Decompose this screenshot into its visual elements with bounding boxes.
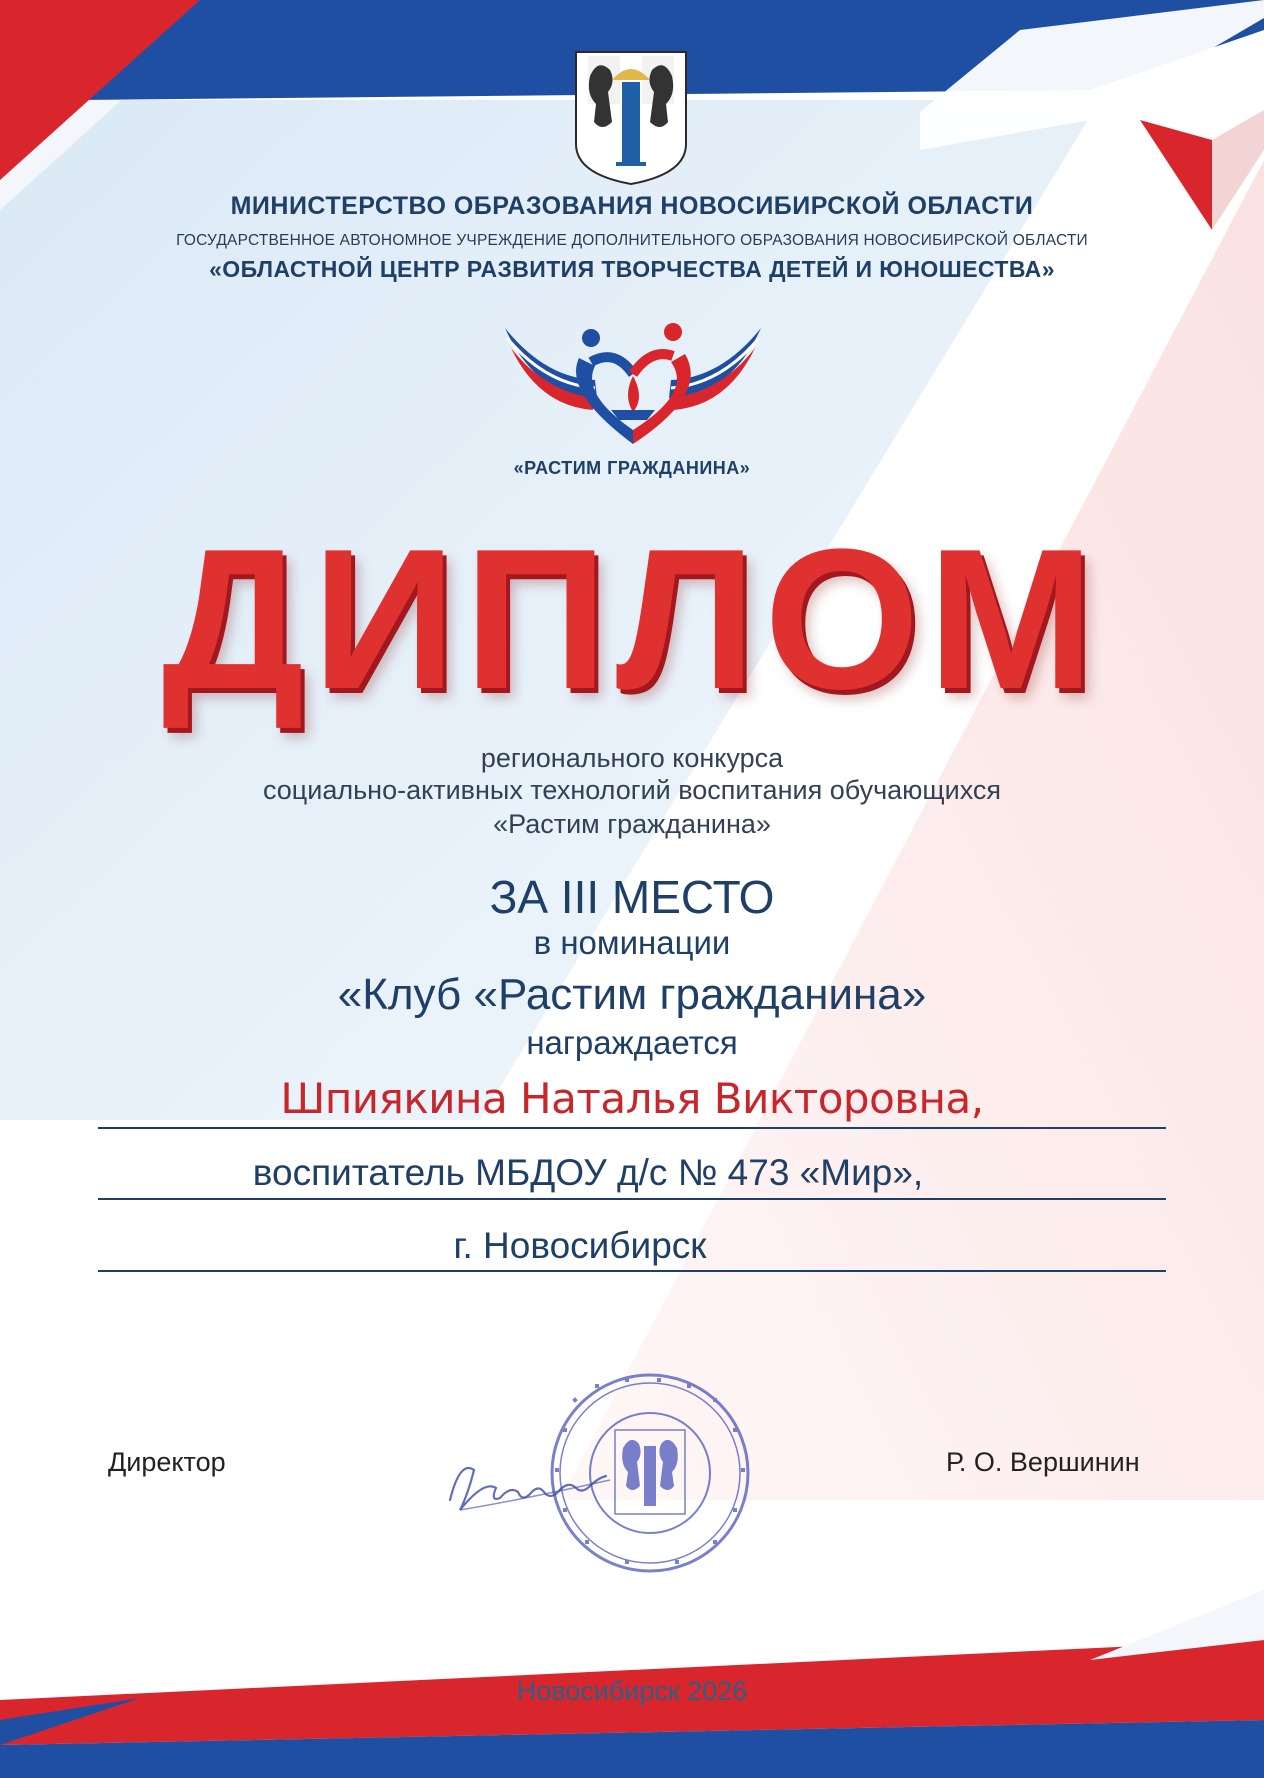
institution-name: ГОСУДАРСТВЕННОЕ АВТОНОМНОЕ УЧРЕЖДЕНИЕ ДОПОЛНИТЕЛЬНОГО ОБРАЗОВАНИЯ НОВОСИБИРСКОЙ ОБЛАСТИ — [176, 232, 1088, 249]
underline-divider — [98, 1198, 1166, 1200]
director-label: Директор — [108, 1447, 226, 1477]
novosibirsk-coat-of-arms-icon — [572, 46, 690, 186]
ministry-name: МИНИСТЕРСТВО ОБРАЗОВАНИЯ НОВОСИБИРСКОЙ ОБЛАСТИ — [230, 192, 1034, 220]
award-place: ЗА III МЕСТО — [489, 871, 775, 923]
center-name: «ОБЛАСТНОЙ ЦЕНТР РАЗВИТИЯ ТВОРЧЕСТВА ДЕТЕЙ И ЮНОШЕСТВА» — [209, 256, 1055, 282]
recipient-name: Шпиякина Наталья Викторовна, — [280, 1074, 984, 1123]
footer-city-year: Новосибирск 2026 — [516, 1676, 748, 1706]
director-name: Р. О. Вершинин — [946, 1447, 1140, 1477]
awarded-label: награждается — [526, 1024, 738, 1061]
nomination-name: «Клуб «Растим гражданина» — [337, 970, 927, 1019]
director-signature-icon — [440, 1440, 640, 1530]
winged-heart-flame-logo-icon — [505, 318, 761, 450]
underline-divider — [98, 1127, 1166, 1129]
underline-divider — [98, 1270, 1166, 1272]
program-name: «РАСТИМ ГРАЖДАНИНА» — [513, 458, 751, 478]
recipient-city: г. Новосибирск — [453, 1225, 707, 1266]
diploma-title: ДИПЛОМ — [161, 508, 1103, 731]
contest-line-1: регионального конкурса — [480, 743, 784, 773]
nomination-label: в номинации — [533, 924, 731, 961]
recipient-position: воспитатель МБДОУ д/с № 473 «Мир», — [252, 1152, 924, 1193]
contest-line-3: «Растим гражданина» — [493, 809, 771, 839]
contest-line-2: социально-активных технологий воспитания обучающихся — [262, 775, 1002, 805]
